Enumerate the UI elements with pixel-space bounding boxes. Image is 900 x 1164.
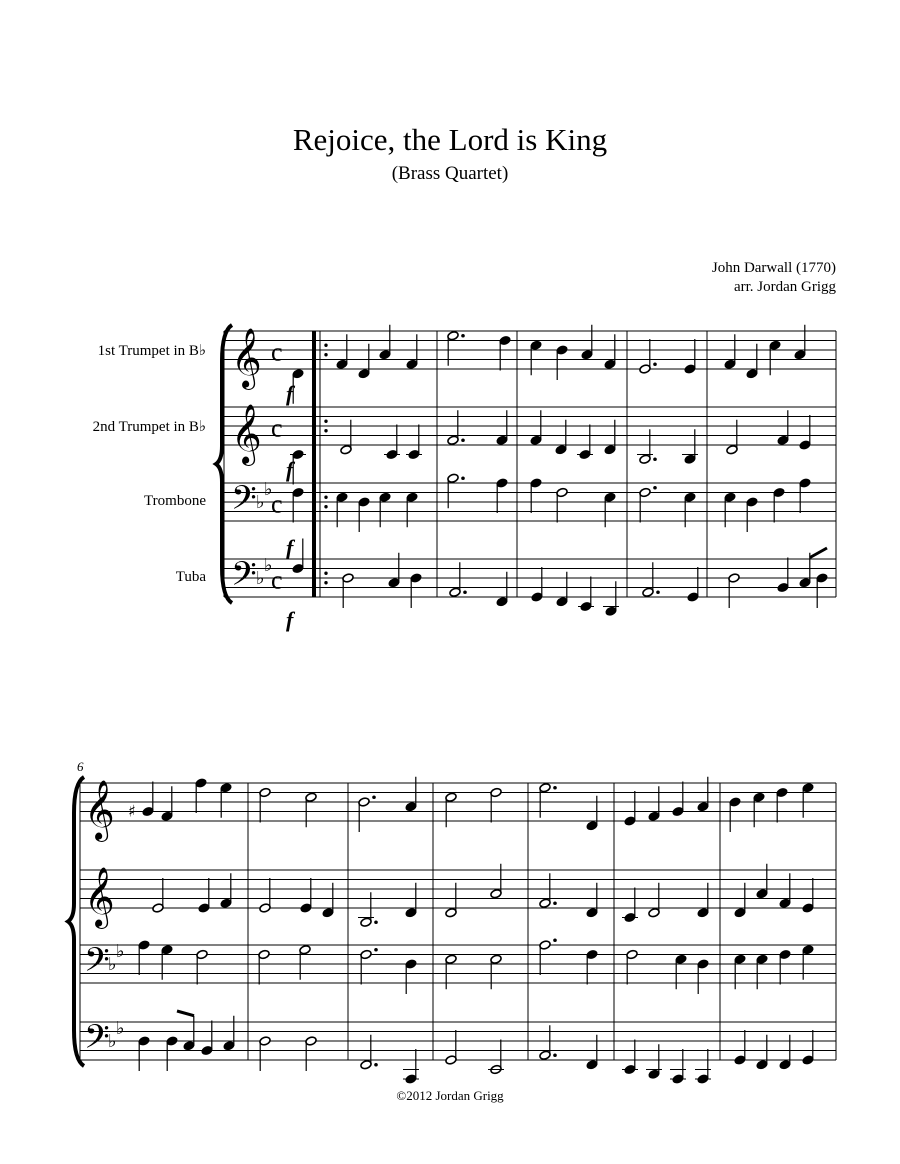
augmentation-dot <box>653 362 657 366</box>
time-signature: c <box>271 413 283 443</box>
bass-clef: 𝄢 <box>84 941 110 988</box>
augmentation-dot <box>553 901 557 905</box>
time-signature: c <box>271 337 283 367</box>
augmentation-dot <box>553 938 557 942</box>
instrument-label-trumpet-1: 1st Trumpet in B♭ <box>97 343 206 359</box>
augmentation-dot <box>553 1053 557 1057</box>
score-title: Rejoice, the Lord is King <box>292 122 608 157</box>
repeat-dot <box>324 344 327 347</box>
flat-sign: ♭ <box>256 492 265 513</box>
time-signature: c <box>271 489 283 519</box>
instrument-label-tuba: Tuba <box>175 569 206 585</box>
augmentation-dot <box>463 590 467 594</box>
treble-clef: 𝄞 <box>231 328 262 388</box>
copyright-notice: ©2012 Jordan Grigg <box>396 1088 504 1103</box>
dynamic-marking: f <box>286 535 294 560</box>
bass-clef: 𝄢 <box>231 555 257 602</box>
repeat-dot <box>324 429 327 432</box>
repeat-dot <box>324 420 327 423</box>
system-1 <box>216 325 836 632</box>
bass-clef: 𝄢 <box>231 479 257 526</box>
system-2 <box>68 759 836 1084</box>
augmentation-dot <box>461 476 465 480</box>
flat-sign: ♭ <box>108 1031 117 1052</box>
measure-number: 6 <box>77 759 84 774</box>
treble-clef: 𝄞 <box>231 404 262 464</box>
flat-sign: ♭ <box>116 1017 125 1039</box>
arranger-credit: arr. Jordan Grigg <box>733 279 836 295</box>
dynamic-marking: f <box>286 457 294 482</box>
treble-clef: 𝄞 <box>84 867 115 927</box>
repeat-dot <box>324 353 327 356</box>
time-signature: c <box>271 565 283 595</box>
flat-sign: ♭ <box>116 940 125 962</box>
augmentation-dot <box>653 457 657 461</box>
beam <box>810 548 827 558</box>
flat-sign: ♭ <box>264 554 273 576</box>
augmentation-dot <box>656 590 660 594</box>
dynamic-marking: f <box>286 381 294 406</box>
score-subtitle: (Brass Quartet) <box>391 163 509 184</box>
composer-credit: John Darwall (1770) <box>711 260 836 276</box>
instrument-label-trumpet-2: 2nd Trumpet in B♭ <box>92 419 206 435</box>
repeat-dot <box>324 581 327 584</box>
flat-sign: ♭ <box>264 478 273 500</box>
sharp-sign: ♯ <box>128 801 136 821</box>
augmentation-dot <box>461 438 465 442</box>
bass-clef: 𝄢 <box>84 1018 110 1065</box>
augmentation-dot <box>374 1063 378 1067</box>
treble-clef: 𝄞 <box>84 780 115 840</box>
beam <box>177 1011 194 1016</box>
repeat-dot <box>324 496 327 499</box>
repeat-dot <box>324 505 327 508</box>
augmentation-dot <box>653 486 657 490</box>
repeat-dot <box>324 572 327 575</box>
augmentation-dot <box>461 334 465 338</box>
augmentation-dot <box>374 920 378 924</box>
augmentation-dot <box>553 786 557 790</box>
flat-sign: ♭ <box>108 954 117 975</box>
instrument-label-trombone: Trombone <box>144 493 206 509</box>
system-bracket <box>68 777 84 1066</box>
flat-sign: ♭ <box>256 568 265 589</box>
augmentation-dot <box>374 948 378 952</box>
augmentation-dot <box>372 795 376 799</box>
dynamic-marking: f <box>286 607 294 632</box>
